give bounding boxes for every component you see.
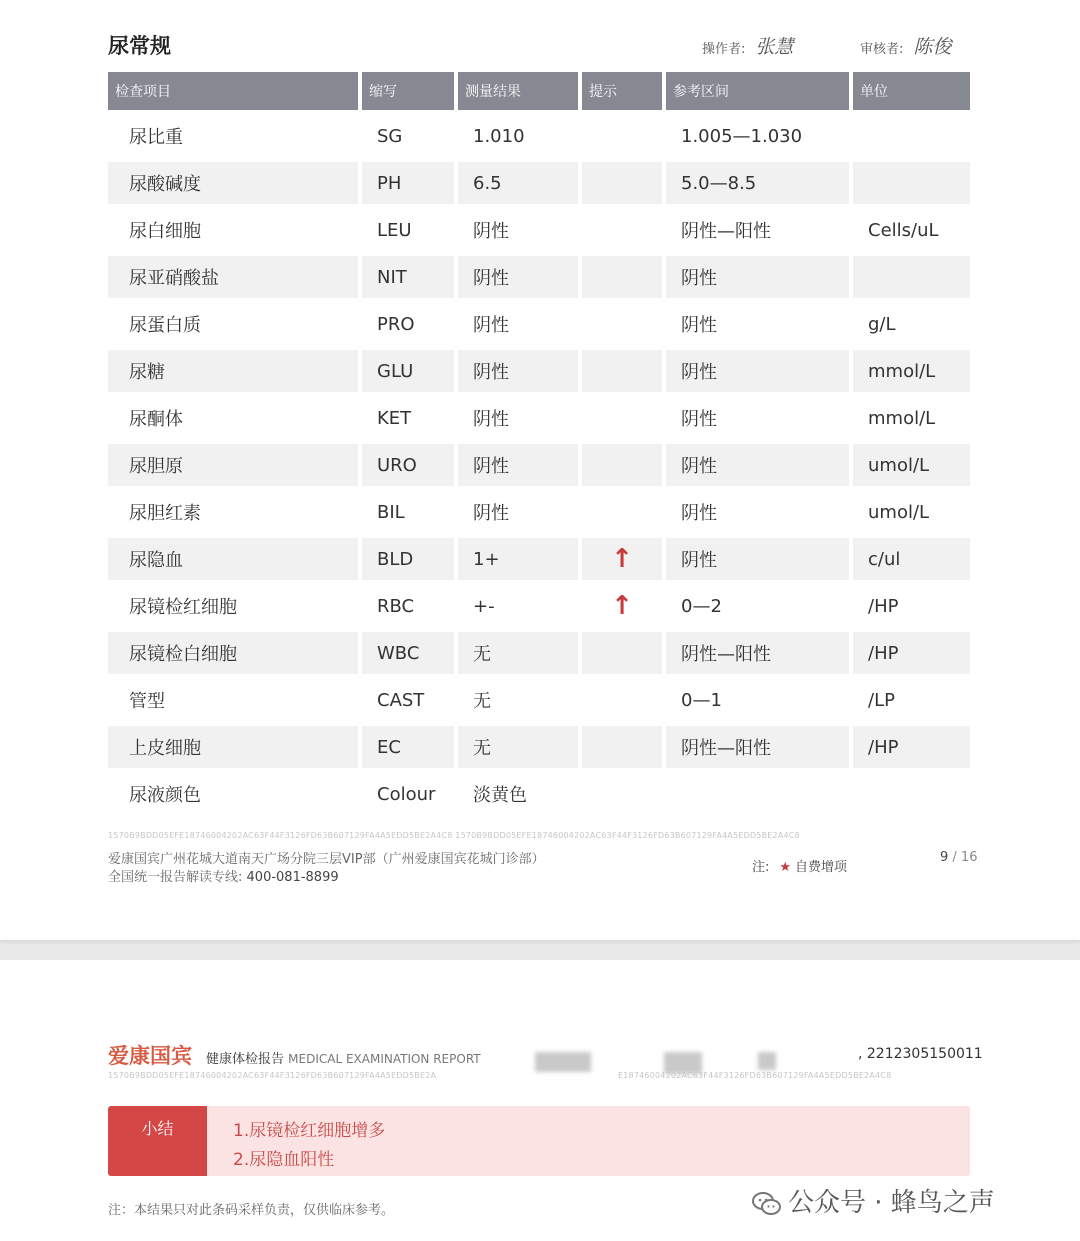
cell-abbr: Colour (377, 783, 436, 805)
hash-code-right: E18746004202AC63F44F3126FD63B607129FA4A5EDD5BE2A4C8 (618, 1071, 892, 1080)
column-header-range: 参考区间 (666, 72, 849, 110)
urinalysis-table (104, 67, 974, 820)
table-row (108, 444, 970, 486)
table-row (108, 538, 970, 580)
cell-abbr: BLD (362, 538, 454, 580)
cell-result: 无 (458, 632, 578, 674)
cell-abbr: CAST (377, 689, 425, 711)
table-row (108, 726, 970, 768)
brand-logo-text: 爱康国宾 (108, 1044, 192, 1068)
cell-abbr: PRO (377, 313, 415, 335)
cell-range: 阴性 (666, 444, 849, 486)
cell-flag (582, 726, 662, 768)
up-arrow-icon: ↑ (611, 591, 633, 621)
cell-flag (582, 209, 662, 251)
cell-unit: umol/L (868, 501, 930, 523)
cell-unit: /HP (853, 632, 970, 674)
cell-abbr: BIL (377, 501, 405, 523)
table-row (108, 585, 970, 627)
cell-unit (853, 256, 970, 298)
cell-range: 阴性 (681, 409, 717, 430)
cell-range: 阴性 (666, 350, 849, 392)
cell-flag (582, 773, 662, 815)
table-row (108, 491, 970, 533)
cell-result: 阴性 (473, 221, 509, 242)
cell-flag (582, 679, 662, 721)
cell-flag (582, 444, 662, 486)
cell-item: 尿蛋白质 (129, 315, 201, 336)
up-arrow-icon: ↑ (582, 538, 662, 580)
cell-unit: /HP (853, 726, 970, 768)
table-row (108, 773, 970, 815)
table-header-row (108, 72, 970, 110)
table-row (108, 350, 970, 392)
cell-result: 阴性 (458, 350, 578, 392)
column-header-flag: 提示 (582, 72, 662, 110)
disclaimer-note: 注：本结果只对此条码采样负责，仅供临床参考。 (108, 1203, 395, 1218)
cell-item: 尿酸碱度 (108, 162, 358, 204)
summary-item: 2.尿隐血阳性 (233, 1150, 335, 1170)
table-row (108, 679, 970, 721)
cell-flag (582, 256, 662, 298)
table-row (108, 162, 970, 204)
cell-unit: umol/L (853, 444, 970, 486)
summary-item: 1.尿镜检红细胞增多 (233, 1121, 386, 1141)
cell-range: 阴性—阳性 (666, 632, 849, 674)
cell-unit (853, 162, 970, 204)
cell-unit (853, 115, 970, 157)
cell-abbr: WBC (362, 632, 454, 674)
legend-note (752, 856, 847, 875)
column-header-item: 检查项目 (108, 72, 358, 110)
footer-hotline (108, 866, 339, 885)
reviewer-label: 审核者: (860, 42, 904, 57)
cell-flag (582, 162, 662, 204)
table-row (108, 632, 970, 674)
column-header-unit: 单位 (853, 72, 970, 110)
cell-flag (582, 350, 662, 392)
column-header-abbr: 缩写 (362, 72, 454, 110)
cell-result: 淡黄色 (473, 785, 527, 806)
table-row (108, 115, 970, 157)
cell-item: 尿隐血 (108, 538, 358, 580)
cell-abbr: EC (362, 726, 454, 768)
legend-note-text: 自费增项 (795, 860, 848, 875)
cell-abbr: SG (377, 125, 403, 147)
cell-range: 阴性—阳性 (666, 726, 849, 768)
cell-unit: /LP (868, 689, 895, 711)
column-header-result: 测量结果 (458, 72, 578, 110)
cell-range: 阴性 (681, 503, 717, 524)
cell-unit: mmol/L (868, 407, 936, 429)
cell-abbr: RBC (377, 595, 415, 617)
hash-code: 1570B9BDD05EFE18746004202AC63F44F3126FD63B607129FA4A5EDD5BE2A4C8 1570B9BDD05EFE18746004202AC63F44F3126FD63B607129FA4A5EDD5BE2A4C8 (108, 831, 800, 840)
report-page-10 (0, 960, 1080, 1241)
summary-label: 小结 (108, 1106, 207, 1176)
legend-note-label: 注: (752, 860, 770, 875)
cell-result: 无 (473, 691, 491, 712)
report-subtitle-en: MEDICAL EXAMINATION REPORT (288, 1052, 481, 1066)
cell-unit: g/L (868, 313, 896, 335)
redacted-block (535, 1052, 591, 1072)
cell-range: 阴性 (666, 538, 849, 580)
cell-abbr: PH (362, 162, 454, 204)
cell-result: +- (473, 595, 495, 617)
cell-flag (582, 303, 662, 345)
cell-range: 0—2 (681, 595, 722, 617)
page-total: / 16 (952, 850, 978, 865)
table-row (108, 397, 970, 439)
hotline-number: 400-081-8899 (246, 870, 339, 885)
cell-flag (582, 397, 662, 439)
cell-item: 尿比重 (129, 127, 183, 148)
cell-item: 尿白细胞 (129, 221, 201, 242)
cell-result: 阴性 (458, 256, 578, 298)
cell-abbr: URO (362, 444, 454, 486)
cell-result: 6.5 (458, 162, 578, 204)
operator-signature (702, 32, 793, 59)
cell-abbr: KET (377, 407, 412, 429)
section-title: 尿常规 (108, 34, 171, 58)
cell-item: 尿胆原 (108, 444, 358, 486)
watermark-text: 公众号 · 蜂鸟之声 (788, 1188, 995, 1218)
cell-unit: /HP (868, 595, 899, 617)
cell-range: 阴性 (681, 315, 717, 336)
cell-unit: c/ul (853, 538, 970, 580)
star-icon: ★ (779, 860, 792, 875)
document-number: , 2212305150011 (858, 1046, 983, 1062)
cell-item: 尿胆红素 (129, 503, 201, 524)
redacted-block (758, 1052, 776, 1070)
cell-range: 5.0—8.5 (666, 162, 849, 204)
table-row (108, 209, 970, 251)
cell-result: 阴性 (458, 444, 578, 486)
cell-item: 尿酮体 (129, 409, 183, 430)
cell-result: 阴性 (473, 315, 509, 336)
cell-abbr: LEU (377, 219, 412, 241)
table-row (108, 303, 970, 345)
cell-result: 无 (458, 726, 578, 768)
cell-range: 阴性 (666, 256, 849, 298)
page-number (940, 850, 977, 865)
cell-item: 尿亚硝酸盐 (108, 256, 358, 298)
cell-item: 上皮细胞 (108, 726, 358, 768)
cell-result: 1.010 (473, 125, 525, 147)
cell-flag (582, 491, 662, 533)
table-row (108, 256, 970, 298)
cell-item: 管型 (129, 691, 165, 712)
report-subtitle-cn: 健康体检报告 (206, 1052, 285, 1067)
hotline-label: 全国统一报告解读专线: (108, 870, 243, 885)
cell-unit (853, 773, 970, 815)
cell-flag (582, 115, 662, 157)
hash-code: 1570B9BDD05EFE18746004202AC63F44F3126FD63B607129FA4A5EDD5BE2A (108, 1071, 437, 1080)
cell-abbr: NIT (362, 256, 454, 298)
report-subtitle (206, 1048, 481, 1067)
footer-address: 爱康国宾广州花城大道南天广场分院三层VIP部（广州爱康国宾花城门诊部） (108, 852, 545, 867)
cell-range: 1.005—1.030 (681, 125, 803, 147)
cell-unit: Cells/uL (868, 219, 939, 241)
cell-item: 尿糖 (108, 350, 358, 392)
cell-range: 0—1 (681, 689, 722, 711)
cell-flag (582, 632, 662, 674)
wechat-icon (752, 1191, 782, 1217)
summary-box (108, 1106, 970, 1176)
operator-label: 操作者: (702, 42, 746, 57)
cell-item: 尿液颜色 (129, 785, 201, 806)
page-current: 9 (940, 850, 949, 865)
cell-item: 尿镜检红细胞 (129, 597, 237, 618)
cell-result: 1+ (458, 538, 578, 580)
cell-range (666, 773, 849, 815)
cell-range: 阴性—阳性 (681, 221, 771, 242)
cell-result: 阴性 (473, 503, 509, 524)
cell-unit: mmol/L (853, 350, 970, 392)
operator-signature-image: 张慧 (755, 36, 794, 58)
wechat-watermark (752, 1182, 995, 1219)
reviewer-signature (860, 32, 951, 59)
cell-abbr: GLU (362, 350, 454, 392)
reviewer-signature-image: 陈俊 (913, 36, 952, 58)
cell-item: 尿镜检白细胞 (108, 632, 358, 674)
cell-result: 阴性 (473, 409, 509, 430)
